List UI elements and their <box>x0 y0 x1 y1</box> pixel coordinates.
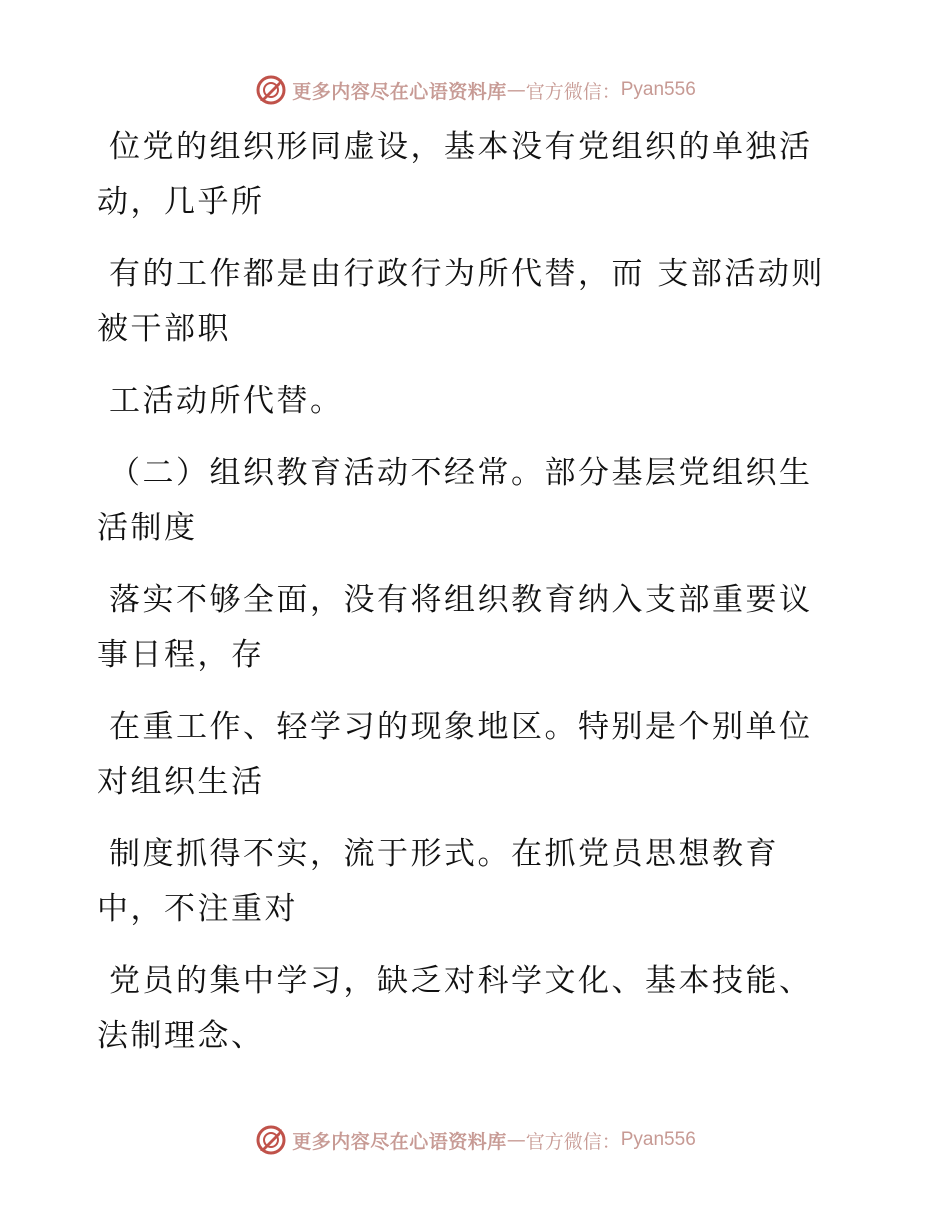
paragraph-line: 事日程，存 <box>97 637 265 673</box>
watermark-handle: Pyan556 <box>620 1129 696 1150</box>
header-watermark <box>0 70 950 110</box>
paragraph-line: 中，不注重对 <box>97 891 298 927</box>
paragraph-line: 动，几乎所 <box>97 184 265 220</box>
paragraph <box>97 446 867 556</box>
paragraph <box>97 700 867 810</box>
paragraph <box>97 573 867 683</box>
paragraph-line: 落实不够全面，没有将组织教育纳入支部重要议 <box>109 582 813 618</box>
watermark-separator: — <box>506 79 526 101</box>
paragraph <box>97 120 867 230</box>
watermark-handle: Pyan556 <box>620 79 696 100</box>
paragraph <box>97 827 867 937</box>
watermark-official-label: 官方微信： <box>525 80 621 103</box>
quill-logo-icon <box>254 73 288 107</box>
paragraph-line: 有的工作都是由行政行为所代替，而 支部活动则 <box>109 256 825 292</box>
watermark-main-text: 更多内容尽在心语资料库 <box>292 1130 507 1153</box>
document-body <box>97 120 867 1081</box>
footer-watermark <box>0 1120 950 1160</box>
paragraph-line: 工活动所代替。 <box>109 383 344 419</box>
paragraph-line: 党员的集中学习，缺乏对科学文化、基本技能、 <box>109 963 813 999</box>
paragraph-line: 对组织生活 <box>97 764 265 800</box>
paragraph-line: 被干部职 <box>97 311 231 347</box>
watermark-separator: — <box>506 1129 526 1151</box>
paragraph <box>97 954 867 1064</box>
paragraph-line: （二）组织教育活动不经常。部分基层党组织生 <box>109 455 813 491</box>
paragraph <box>97 247 867 357</box>
paragraph-line: 位党的组织形同虚设，基本没有党组织的单独活 <box>109 129 813 165</box>
paragraph-line: 制度抓得不实，流于形式。在抓党员思想教育 <box>109 836 779 872</box>
watermark-main-text: 更多内容尽在心语资料库 <box>292 80 507 103</box>
quill-logo-icon <box>254 1123 288 1157</box>
paragraph-line: 在重工作、轻学习的现象地区。特别是个别单位 <box>109 709 813 745</box>
watermark-official-label: 官方微信： <box>525 1130 621 1153</box>
paragraph-line: 法制理念、 <box>97 1018 265 1054</box>
paragraph <box>97 374 867 429</box>
paragraph-line: 活制度 <box>97 510 198 546</box>
